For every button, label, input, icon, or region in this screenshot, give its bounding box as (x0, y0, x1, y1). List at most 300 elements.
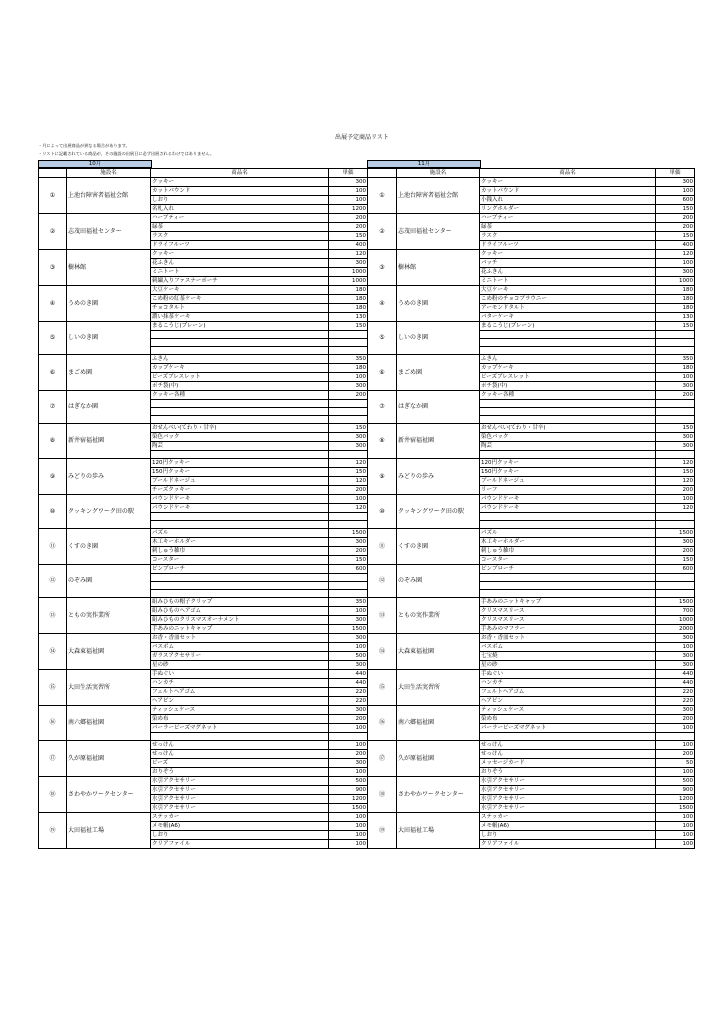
product-price: 100 (329, 768, 368, 777)
product-name: クリスマスリース (480, 607, 656, 616)
facility-number: ④ (39, 286, 67, 322)
product-price: 300 (656, 538, 695, 547)
facility-number: ⑨ (39, 459, 67, 495)
product-name (480, 513, 656, 521)
product-table-november (367, 168, 695, 849)
product-name: バスボム (480, 643, 656, 652)
table-row (368, 322, 695, 331)
facility-number: ⑮ (368, 670, 397, 706)
product-name: ラスク (480, 232, 656, 241)
product-price: 120 (329, 250, 368, 259)
product-name: ビーズブレスレット (480, 373, 656, 382)
product-price (329, 347, 368, 355)
product-name: カットパウンド (151, 187, 329, 196)
product-price: 100 (656, 822, 695, 831)
product-price: 100 (656, 813, 695, 822)
header-facility: 施設名 (397, 169, 480, 178)
product-name: ティッシュケース (151, 706, 329, 715)
product-price: 100 (329, 822, 368, 831)
product-price: 120 (656, 504, 695, 513)
facility-name: しいのき園 (67, 322, 151, 355)
facility-number: ⑩ (368, 495, 397, 529)
product-name: 組みひものクリスマスオーナメント (151, 616, 329, 625)
note-line-2: ・リストに記載されている商品が、その施設の出展日に必ず出展されるわけではありません。 (38, 151, 215, 156)
product-name: ハンカチ (151, 679, 329, 688)
product-price: 350 (329, 355, 368, 364)
product-name: バッチ (480, 259, 656, 268)
facility-name: 南六郷福祉園 (67, 706, 151, 741)
table-row (39, 529, 368, 538)
product-name: パーラービーズマグネット (480, 724, 656, 733)
product-name: こめ粉のチョコブラウニー (480, 295, 656, 304)
product-price: 100 (329, 840, 368, 849)
header-price: 単価 (656, 169, 695, 178)
facility-name: 久が原福祉園 (397, 741, 480, 777)
product-name: 緑茶 (151, 223, 329, 232)
product-price: 300 (329, 259, 368, 268)
table-row (39, 565, 368, 574)
product-price: 300 (656, 652, 695, 661)
table-row (368, 529, 695, 538)
table-row (39, 322, 368, 331)
facility-name: 樹林館 (67, 250, 151, 286)
product-price: 100 (656, 741, 695, 750)
product-name: しおり (151, 196, 329, 205)
facility-name: 大田生活実習所 (67, 670, 151, 706)
product-price: 200 (329, 214, 368, 223)
product-price: 1000 (329, 268, 368, 277)
product-name: せっけん (151, 750, 329, 759)
product-price: 600 (656, 196, 695, 205)
product-price: 100 (329, 813, 368, 822)
product-price: 150 (329, 232, 368, 241)
facility-number: ② (368, 214, 397, 250)
product-price (329, 574, 368, 582)
product-name: まるこうじ(プレーン) (480, 322, 656, 331)
product-price (329, 331, 368, 339)
product-price: 600 (329, 565, 368, 574)
product-price: 200 (656, 223, 695, 232)
product-name: お香・香皿セット (151, 634, 329, 643)
product-name: ステッカー (151, 813, 329, 822)
product-name: ふきん (151, 355, 329, 364)
product-name (480, 590, 656, 598)
product-price (329, 521, 368, 529)
product-name (151, 331, 329, 339)
facility-number: ① (368, 178, 397, 214)
product-name: パウンドケーキ (151, 504, 329, 513)
product-price: 440 (656, 679, 695, 688)
table-row (368, 741, 695, 750)
table-row (368, 634, 695, 643)
product-name: こめ粉の紅茶ケーキ (151, 295, 329, 304)
facility-name: 新井宿福祉園 (67, 424, 151, 459)
product-price: 900 (329, 786, 368, 795)
facility-number: ⑦ (368, 391, 397, 424)
product-price (656, 574, 695, 582)
product-name: 手あみのニットキャップ (480, 598, 656, 607)
product-price: 1000 (656, 616, 695, 625)
product-price: 100 (329, 831, 368, 840)
product-name: ピンブローチ (480, 565, 656, 574)
product-name (480, 347, 656, 355)
facility-number: ⑧ (39, 424, 67, 459)
product-name: 水引アクセサリー (151, 777, 329, 786)
product-name: ハンカチ (480, 679, 656, 688)
product-name: ドライフルーツ (151, 241, 329, 250)
table-row (39, 286, 368, 295)
product-name: 刺繍入りファスナーポーチ (151, 277, 329, 286)
product-price: 500 (656, 777, 695, 786)
product-price: 120 (656, 459, 695, 468)
product-price (656, 347, 695, 355)
product-name: 水引アクセサリー (480, 804, 656, 813)
product-name: 染め布 (480, 715, 656, 724)
product-price (329, 408, 368, 416)
product-price: 180 (656, 364, 695, 373)
product-name: ふきん (480, 355, 656, 364)
product-price: 300 (329, 433, 368, 442)
product-name: パウンドケーキ (151, 495, 329, 504)
table-row (39, 391, 368, 400)
facility-name: のぞみ園 (397, 565, 480, 598)
facility-number: ⑫ (39, 565, 67, 598)
product-name: ドライフルーツ (480, 241, 656, 250)
product-name (151, 400, 329, 408)
product-name: ビーズ (151, 759, 329, 768)
facility-number: ⑥ (39, 355, 67, 391)
facility-name: はぎなか園 (397, 391, 480, 424)
product-name: 水引アクセサリー (151, 804, 329, 813)
product-price: 150 (329, 556, 368, 565)
facility-name: 南六郷福祉園 (397, 706, 480, 741)
facility-name: まごめ園 (67, 355, 151, 391)
table-row (368, 777, 695, 786)
product-price: 300 (656, 442, 695, 451)
table-row (39, 214, 368, 223)
product-name: カットパウンド (480, 187, 656, 196)
product-price (656, 416, 695, 424)
product-name: せっけん (480, 750, 656, 759)
product-name (151, 408, 329, 416)
product-name: 120円クッキー (151, 459, 329, 468)
product-price: 200 (329, 223, 368, 232)
product-price: 150 (656, 424, 695, 433)
product-name: パウンドケーキ (480, 495, 656, 504)
product-name: クリアファイル (480, 840, 656, 849)
product-name: バスボム (151, 643, 329, 652)
table-row (368, 495, 695, 504)
product-name (151, 574, 329, 582)
product-name: メモ帳(A6) (151, 822, 329, 831)
product-name: リングホルダー (480, 205, 656, 214)
product-price: 100 (656, 259, 695, 268)
product-name (151, 451, 329, 459)
product-name (480, 733, 656, 741)
facility-number: ③ (368, 250, 397, 286)
table-row (368, 424, 695, 433)
product-price: 300 (329, 442, 368, 451)
table-row (39, 634, 368, 643)
product-price: 180 (329, 304, 368, 313)
product-name (151, 590, 329, 598)
product-price: 300 (656, 433, 695, 442)
table-row (368, 178, 695, 187)
product-price: 50 (656, 759, 695, 768)
product-name (480, 451, 656, 459)
facility-name: まごめ園 (397, 355, 480, 391)
header-product: 商品名 (480, 169, 656, 178)
facility-name: 大田福祉工場 (397, 813, 480, 849)
facility-name: さわやかワークセンター (67, 777, 151, 813)
product-name: メッセージカード (480, 759, 656, 768)
facility-name: 上池台障害者福祉会館 (67, 178, 151, 214)
table-row (368, 214, 695, 223)
product-name: ピンブローチ (151, 565, 329, 574)
table-row (39, 355, 368, 364)
facility-number: ⑬ (39, 598, 67, 634)
product-price: 300 (656, 382, 695, 391)
product-name: おりぞう (151, 768, 329, 777)
facility-number: ⑱ (368, 777, 397, 813)
product-name: 花ふきん (151, 259, 329, 268)
product-price: 200 (656, 391, 695, 400)
product-price: 200 (656, 547, 695, 556)
product-name: ミニトート (151, 268, 329, 277)
product-price: 2000 (656, 625, 695, 634)
facility-number: ⑬ (368, 598, 397, 634)
facility-name: しいのき園 (397, 322, 480, 355)
facility-name: うめのき園 (67, 286, 151, 322)
product-name: まるこうじ(プレーン) (151, 322, 329, 331)
facility-name: 大森東福祉園 (67, 634, 151, 670)
product-name (151, 733, 329, 741)
product-name: クリスマスリース (480, 616, 656, 625)
product-price (656, 513, 695, 521)
table-row (368, 355, 695, 364)
product-price: 100 (329, 373, 368, 382)
facility-name: クッキングワーク田の駅 (397, 495, 480, 529)
product-price: 1500 (656, 529, 695, 538)
product-price (656, 339, 695, 347)
facility-name: 志茂田福祉センター (67, 214, 151, 250)
facility-number: ⑥ (368, 355, 397, 391)
product-price: 150 (656, 556, 695, 565)
product-price: 100 (329, 643, 368, 652)
product-price: 1000 (656, 277, 695, 286)
product-price: 300 (656, 178, 695, 187)
product-price: 100 (656, 187, 695, 196)
facility-number: ⑪ (39, 529, 67, 565)
month-label-right: 11月 (367, 160, 481, 168)
table-row (368, 565, 695, 574)
product-price: 300 (329, 706, 368, 715)
product-price: 200 (656, 750, 695, 759)
facility-name: のぞみ園 (67, 565, 151, 598)
table-row (368, 706, 695, 715)
facility-number: ⑯ (39, 706, 67, 741)
product-price: 1200 (329, 795, 368, 804)
product-price: 100 (329, 607, 368, 616)
product-name: 小銭入れ (480, 196, 656, 205)
product-name: 染色バック (151, 433, 329, 442)
facility-number: ⑯ (368, 706, 397, 741)
product-name (480, 331, 656, 339)
facility-number: ⑲ (368, 813, 397, 849)
product-price (329, 590, 368, 598)
product-price: 150 (656, 468, 695, 477)
product-price: 300 (329, 661, 368, 670)
product-name: クッキー (151, 178, 329, 187)
product-name: フェルトヘアゴム (151, 688, 329, 697)
product-price: 440 (329, 679, 368, 688)
product-name: クリアファイル (151, 840, 329, 849)
facility-number: ⑰ (368, 741, 397, 777)
product-name: 陶芸 (480, 442, 656, 451)
product-name (480, 574, 656, 582)
product-name: 七宝焼 (480, 652, 656, 661)
table-row (39, 459, 368, 468)
facility-number: ⑭ (39, 634, 67, 670)
product-name: クッキー (480, 250, 656, 259)
product-price: 120 (329, 459, 368, 468)
table-row (368, 286, 695, 295)
table-row (39, 178, 368, 187)
facility-name: ともの実作業所 (397, 598, 480, 634)
product-price: 150 (656, 322, 695, 331)
product-price: 150 (329, 424, 368, 433)
facility-number: ⑪ (368, 529, 397, 565)
product-price (656, 521, 695, 529)
table-row (368, 250, 695, 259)
facility-name: 上池台障害者福祉会館 (397, 178, 480, 214)
product-name: しおり (151, 831, 329, 840)
product-price (656, 733, 695, 741)
product-price: 100 (656, 724, 695, 733)
product-price (656, 451, 695, 459)
product-price (329, 400, 368, 408)
product-price: 300 (329, 382, 368, 391)
product-price: 100 (656, 373, 695, 382)
product-price: 180 (656, 286, 695, 295)
product-name (480, 408, 656, 416)
facility-name: 大田福祉工場 (67, 813, 151, 849)
product-price: 100 (329, 724, 368, 733)
facility-name: クッキングワーク田の駅 (67, 495, 151, 529)
facility-number: ⑧ (368, 424, 397, 459)
product-name: ブールドネージュ (151, 477, 329, 486)
header-blank-cell (368, 169, 397, 178)
product-name: 水引アクセサリー (480, 777, 656, 786)
facility-number: ⑰ (39, 741, 67, 777)
table-row (39, 670, 368, 679)
product-name: パズル (151, 529, 329, 538)
product-price: 180 (329, 364, 368, 373)
facility-number: ⑫ (368, 565, 397, 598)
product-name: 濃い抹茶ケーキ (151, 313, 329, 322)
product-price: 150 (329, 322, 368, 331)
product-name: 120円クッキー (480, 459, 656, 468)
facility-name: 新井宿福祉園 (397, 424, 480, 459)
product-name: ラスク (151, 232, 329, 241)
product-price: 150 (656, 232, 695, 241)
product-name: 星の砂 (151, 661, 329, 670)
product-price (656, 400, 695, 408)
product-name: お香・香皿セット (480, 634, 656, 643)
product-price: 150 (656, 205, 695, 214)
table-row (39, 777, 368, 786)
product-price: 180 (329, 286, 368, 295)
facility-name: くすのき園 (67, 529, 151, 565)
product-name: 木工キーホルダー (480, 538, 656, 547)
product-name: おせんべい(てわり・甘辛) (151, 424, 329, 433)
product-name: チョコタルト (151, 304, 329, 313)
product-price (656, 590, 695, 598)
product-name: コースター (480, 556, 656, 565)
product-name: 水引アクセサリー (480, 786, 656, 795)
product-name: 染め布 (151, 715, 329, 724)
product-name: パーラービーズマグネット (151, 724, 329, 733)
product-name: クッキー (480, 178, 656, 187)
product-name: ヘアピン (480, 697, 656, 706)
table-row (368, 391, 695, 400)
product-name: 組みひもの帽子クリップ (151, 598, 329, 607)
product-price: 180 (656, 295, 695, 304)
header-row (39, 169, 368, 178)
product-name: フェルトヘアゴム (480, 688, 656, 697)
product-price: 440 (329, 670, 368, 679)
product-name: 陶芸 (151, 442, 329, 451)
product-name: クッキー各種 (151, 391, 329, 400)
table-row (39, 250, 368, 259)
facility-number: ⑤ (368, 322, 397, 355)
table-row (368, 459, 695, 468)
product-name: カップケーキ (480, 364, 656, 373)
product-price: 300 (329, 616, 368, 625)
product-name: リーフ (480, 486, 656, 495)
facility-name: 志茂田福祉センター (397, 214, 480, 250)
product-price: 100 (329, 741, 368, 750)
product-name: 緑茶 (480, 223, 656, 232)
product-name: 手あみのマフラー (480, 625, 656, 634)
product-price (656, 408, 695, 416)
product-price: 500 (329, 652, 368, 661)
product-price: 120 (656, 477, 695, 486)
product-price (656, 331, 695, 339)
facility-name: くすのき園 (397, 529, 480, 565)
product-price: 1500 (656, 804, 695, 813)
facility-name: はぎなか園 (67, 391, 151, 424)
product-name (480, 416, 656, 424)
product-price: 440 (656, 670, 695, 679)
product-name: 大豆ケーキ (151, 286, 329, 295)
note-line-1: ・月によって出展商品が異なる場合があります。 (38, 143, 130, 148)
product-name (151, 347, 329, 355)
facility-number: ⑨ (368, 459, 397, 495)
product-name: 水引アクセサリー (480, 795, 656, 804)
header-row (368, 169, 695, 178)
facility-name: うめのき園 (397, 286, 480, 322)
product-price: 1500 (329, 804, 368, 813)
product-price: 700 (656, 607, 695, 616)
product-name (151, 521, 329, 529)
product-name: 刺しゅう雑巾 (151, 547, 329, 556)
product-price: 180 (329, 295, 368, 304)
product-name: ステッカー (480, 813, 656, 822)
product-name: 150円クッキー (480, 468, 656, 477)
product-name: ティッシュケース (480, 706, 656, 715)
product-price (329, 582, 368, 590)
